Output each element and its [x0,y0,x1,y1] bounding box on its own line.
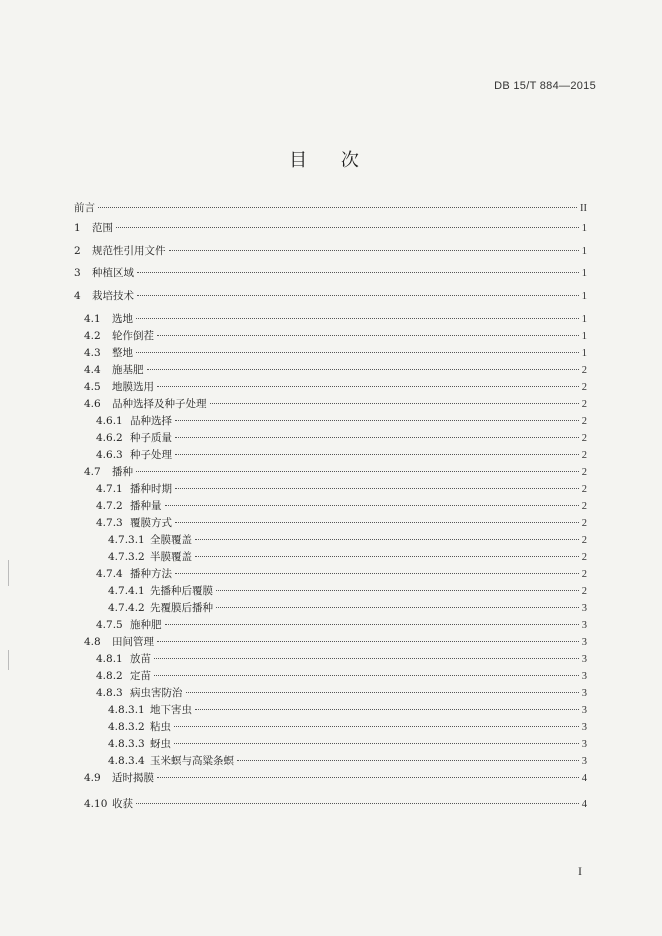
toc-entry-label: 轮作倒茬 [112,330,154,342]
toc-entry[interactable] [108,583,587,599]
toc-leader-dots [195,539,579,540]
toc-entry-label: 播种 [112,466,133,478]
toc-entry-page: 1 [581,268,587,279]
toc-entry[interactable] [84,345,587,361]
toc-entry-number: 4.8.2 [96,670,123,682]
toc-entry[interactable] [96,685,587,701]
toc-entry[interactable] [84,362,587,378]
toc-entry-number: 4.3 [84,347,101,359]
toc-leader-dots [175,420,579,421]
toc-entry-label: 整地 [112,347,133,359]
toc-entry-page: 3 [581,620,587,631]
toc-leader-dots [136,803,579,804]
toc-entry-page: 2 [581,484,587,495]
toc-leader-dots [210,403,579,404]
toc-entry[interactable] [96,651,587,667]
toc-entry-number: 4.7.3 [96,517,123,529]
toc-entry-number: 4.7 [84,466,101,478]
toc-entry-number: 4.8.1 [96,653,123,665]
toc-entry-number: 4.6.3 [96,449,123,461]
toc-entry-label: 施基肥 [112,364,144,376]
toc-leader-dots [175,437,579,438]
toc-entry-label: 先播种后覆膜 [150,585,213,597]
toc-entry-label: 半膜覆盖 [150,551,192,563]
toc-leader-dots [165,505,579,506]
toc-entry-page: 3 [581,722,587,733]
toc-entry-label: 品种选择 [130,415,172,427]
toc-entry-label: 田间管理 [112,636,154,648]
toc-entry-number: 4.1 [84,313,101,325]
toc-entry-label: 选地 [112,313,133,325]
toc-leader-dots [165,624,579,625]
toc-leader-dots [147,369,579,370]
toc-leader-dots [137,295,579,296]
toc-entry-page: 2 [581,433,587,444]
toc-entry[interactable] [74,265,587,281]
toc-entry-label: 玉米螟与高粱条螟 [150,755,234,767]
toc-leader-dots [136,318,579,319]
toc-entry-label: 先覆膜后播种 [150,602,213,614]
toc-entry-label: 放苗 [130,653,151,665]
toc-entry-number: 4.7.3.1 [108,534,145,546]
toc-entry[interactable] [96,413,587,429]
toc-entry[interactable] [96,668,587,684]
toc-entry-number: 4.6 [84,398,101,410]
toc-entry-label: 粘虫 [150,721,171,733]
toc-entry[interactable] [108,736,587,752]
toc-entry[interactable] [108,719,587,735]
toc-entry-page: 2 [581,569,587,580]
toc-entry[interactable] [96,498,587,514]
toc-entry-page: 3 [581,671,587,682]
toc-leader-dots [157,777,579,778]
toc-entry-label: 品种选择及种子处理 [112,398,207,410]
toc-entry-number: 4.8.3.4 [108,755,145,767]
toc-entry-page: 2 [581,501,587,512]
toc-entry-number: 4.8.3 [96,687,123,699]
toc-entry-label: 种子处理 [130,449,172,461]
toc-entry[interactable] [74,243,587,259]
toc-entry-label: 施种肥 [130,619,162,631]
toc-entry[interactable] [84,328,587,344]
toc-entry-page: 1 [581,348,587,359]
toc-entry-page: 1 [581,314,587,325]
toc-entry-number: 4.10 [84,798,108,810]
toc-leader-dots [237,760,579,761]
toc-entry[interactable] [84,796,587,812]
page-title: 目 次 [289,150,373,171]
toc-entry-label: 播种量 [130,500,162,512]
toc-entry-label: 播种方法 [130,568,172,580]
toc-leader-dots [174,726,579,727]
toc-entry-page: 3 [581,739,587,750]
toc-leader-dots [136,471,579,472]
toc-entry-label: 全膜覆盖 [150,534,192,546]
toc-entry-page: 4 [581,773,587,784]
toc-leader-dots [157,641,579,642]
toc-leader-dots [98,207,577,208]
toc-entry-page: 2 [581,552,587,563]
toc-entry-page: 2 [581,586,587,597]
toc-entry-label: 适时揭膜 [112,772,154,784]
toc-entry[interactable] [96,515,587,531]
toc-entry-number: 4.7.4 [96,568,123,580]
toc-entry-page: 1 [581,223,587,234]
toc-leader-dots [154,658,579,659]
toc-entry-number: 4.8.3.2 [108,721,145,733]
toc-entry[interactable] [108,753,587,769]
toc-entry-page: 2 [581,365,587,376]
toc-entry-label: 范围 [92,222,113,234]
toc-entry-page: 4 [581,799,587,810]
toc-entry[interactable] [84,379,587,395]
toc-entry-label: 蚜虫 [150,738,171,750]
toc-entry[interactable] [108,532,587,548]
toc-leader-dots [195,709,579,710]
toc-entry-page: 2 [581,382,587,393]
toc-entry[interactable] [108,600,587,616]
toc-leader-dots [216,607,579,608]
toc-entry-label: 病虫害防治 [130,687,183,699]
toc-entry[interactable] [74,288,587,304]
toc-entry-page: 1 [581,291,587,302]
toc-entry-page: 3 [581,688,587,699]
toc-entry-number: 4.9 [84,772,101,784]
toc-entry-number: 2 [74,245,81,257]
toc-leader-dots [216,590,579,591]
toc-entry-number: 4.7.3.2 [108,551,145,563]
toc-leader-dots [137,272,579,273]
toc-leader-dots [175,488,579,489]
toc-leader-dots [116,227,579,228]
toc-leader-dots [195,556,579,557]
scan-edge-mark [8,560,9,586]
toc-leader-dots [175,573,579,574]
toc-entry-page: 3 [581,756,587,767]
toc-entry-label: 规范性引用文件 [92,245,166,257]
toc-entry[interactable] [74,220,587,236]
toc-entry-page: 2 [581,450,587,461]
toc-entry-page: 3 [581,637,587,648]
toc-entry-number: 4.7.4.2 [108,602,145,614]
toc-entry-number: 4.8 [84,636,101,648]
toc-entry-number: 3 [74,267,81,279]
toc-entry[interactable] [96,447,587,463]
toc-entry-page: 3 [581,705,587,716]
toc-leader-dots [136,352,579,353]
toc-entry-number: 4 [74,290,81,302]
toc-entry-page: 2 [581,467,587,478]
toc-entry-label: 种子质量 [130,432,172,444]
toc-entry-number: 4.7.2 [96,500,123,512]
toc-entry[interactable] [96,566,587,582]
toc-entry[interactable] [84,634,587,650]
toc-entry-number: 4.6.1 [96,415,123,427]
toc-entry-page: 1 [581,331,587,342]
toc-leader-dots [169,250,579,251]
toc-entry-number: 4.8.3.1 [108,704,145,716]
toc-entry-page: 3 [581,603,587,614]
toc-entry[interactable] [84,464,587,480]
document-code: DB 15/T 884—2015 [494,80,596,92]
toc-entry-page: 2 [581,535,587,546]
toc-entry[interactable] [108,702,587,718]
toc-entry-number: 1 [74,222,81,234]
toc-entry-page: 3 [581,654,587,665]
scan-edge-mark [8,650,9,670]
toc-leader-dots [154,675,579,676]
toc-entry-number: 4.7.5 [96,619,123,631]
toc-entry[interactable] [96,617,587,633]
toc-entry-number: 4.4 [84,364,101,376]
toc-leader-dots [175,454,579,455]
toc-entry[interactable] [84,311,587,327]
toc-entry[interactable] [96,481,587,497]
toc-leader-dots [175,522,579,523]
toc-entry-label: 定苗 [130,670,151,682]
toc-entry-label: 种植区域 [92,267,134,279]
toc-entry-page: 2 [581,518,587,529]
toc-entry-page: 2 [581,399,587,410]
toc-leader-dots [157,386,579,387]
toc-entry-label: 覆膜方式 [130,517,172,529]
toc-entry-label: 前言 [74,202,95,214]
toc-entry-number: 4.8.3.3 [108,738,145,750]
footer-page-number: I [578,864,582,878]
toc-entry-label: 地膜选用 [112,381,154,393]
toc-entry-page: II [580,203,587,214]
toc-entry[interactable] [84,770,587,786]
toc-entry-label: 地下害虫 [150,704,192,716]
toc-entry[interactable] [84,396,587,412]
toc-entry-page: 1 [581,246,587,257]
toc-entry-label: 收获 [112,798,133,810]
toc-entry-number: 4.7.4.1 [108,585,145,597]
toc-entry-number: 4.2 [84,330,101,342]
toc-entry-number: 4.6.2 [96,432,123,444]
toc-leader-dots [186,692,579,693]
toc-entry[interactable] [108,549,587,565]
toc-entry-label: 播种时期 [130,483,172,495]
toc-entry-label: 栽培技术 [92,290,134,302]
toc-leader-dots [157,335,579,336]
toc-entry[interactable] [74,200,587,216]
toc-leader-dots [174,743,579,744]
toc-entry-number: 4.5 [84,381,101,393]
toc-entry[interactable] [96,430,587,446]
toc-entry-number: 4.7.1 [96,483,123,495]
toc-entry-page: 2 [581,416,587,427]
